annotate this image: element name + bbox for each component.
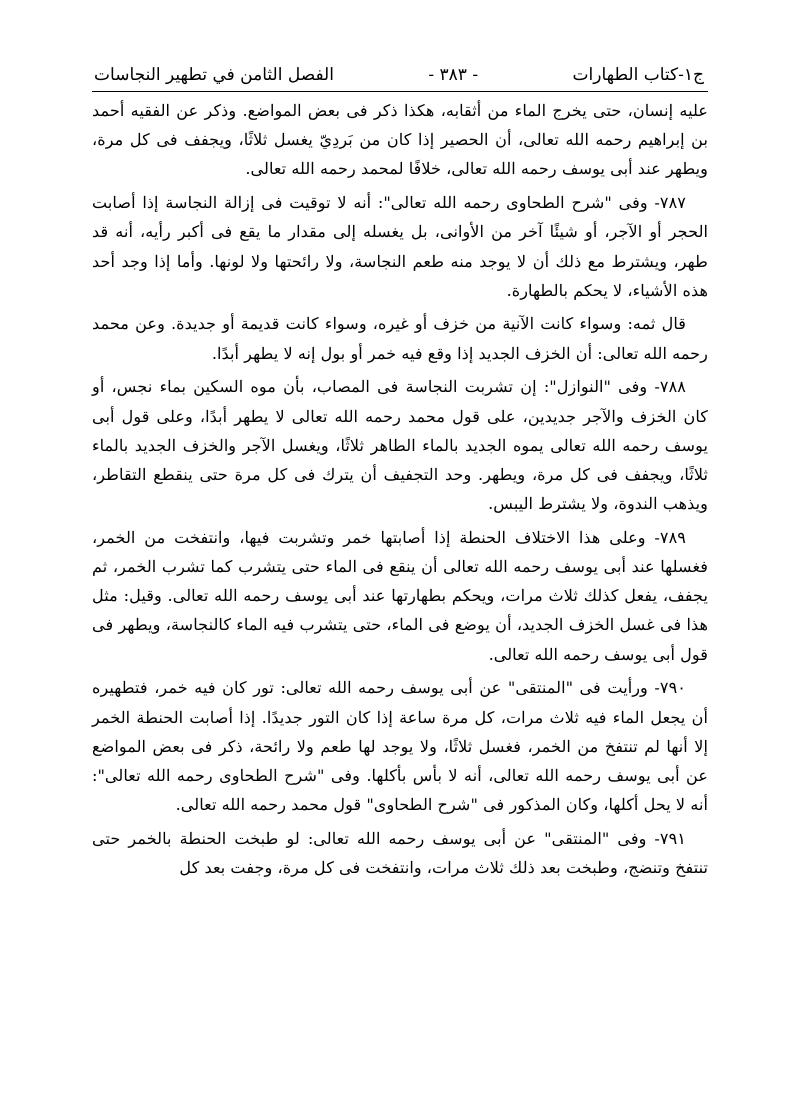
paragraph-790: ٧٩٠- ورأيت فى "المنتقى" عن أبى يوسف رحمه الله تعالى: تور كان فيه خمر، فتطهيره أن يجعل الماء فيه ثلاث مرات، كل مرة ساعة إذا كان التور جديدًا. إذا أصابت الحنطة الخمر إلا أنها لم تنتفخ من الخمر، فغسل ثلاثًا، ولا يوجد لها طعم ولا رائحة، ذكر فى بعض المواضع عن أبى يوسف رحمه الله تعالى، أنه لا بأس بأكلها. وفى "شرح الطحاوى رحمه الله تعالى": أنه لا يحل أكلها، وكان المذكور فى "شرح الطحاوى" قول محمد رحمه الله تعالى. (92, 678, 708, 815)
paragraph-787-note: قال ثمه: وسواء كانت الآنية من خزف أو غيره، وسواء كانت قديمة أو جديدة. وعن محمد رحمه الله تعالى: أن الخزف الجديد إذا وقع فيه خمر أو بول إنه لا يطهر أبدًا. (92, 314, 708, 363)
paragraph-791: ٧٩١- وفى "المنتقى" عن أبى يوسف رحمه الله تعالى: لو طبخت الحنطة بالخمر حتى تنتفخ وتنضج، وطبخت بعد ذلك ثلاث مرات، وانتفخت فى كل مرة، وجفت بعد كل (92, 828, 708, 878)
header-page-number: - ٣٨٣ - (428, 65, 479, 85)
running-header (94, 62, 704, 88)
paragraph-788: ٧٨٨- وفى "النوازل": إن تشربت النجاسة فى المصاب، بأن موه السكين بماء نجس، أو كان الخزف والآجر جديدين، على قول محمد رحمه الله تعالى لا يطهر أبدًا، وعلى قول أبى يوسف رحمه الله تعالى يموه الجديد بالماء الطاهر ثلاثًا، ويغسل الآجر والخزف الجديد بالماء ثلاثًا، ويجفف فى كل مرة، ويطهر. وحد التجفيف أن يترك فى كل مرة حتى ينقطع التقاطر، ويذهب الندوة، ولا يشترط اليبس. (92, 377, 708, 514)
paragraph-continuation: عليه إنسان، حتى يخرج الماء من أثقابه، هكذا ذكر فى بعض المواضع. وذكر عن الفقيه أحمد بن إبراهيم رحمه الله تعالى، أن الحصير إذا كان من بَردِيّ يغسل ثلاثًا، ويجفف فى كل مرة، ويطهر عند أبى يوسف رحمه الله تعالى، خلافًا لمحمد رحمه الله تعالى. (92, 101, 708, 179)
paragraph-787: ٧٨٧- وفى "شرح الطحاوى رحمه الله تعالى": أنه لا توقيت فى إزالة النجاسة إذا أصابت الحجر أو الآجر، أو شيئًا آخر من الأوانى، بل يغسله إلى مقدار ما يقع فى أكبر رأيه، أنه قد طهر، ويشترط مع ذلك أن لا يوجد منه طعم النجاسة، ولا رائحتها ولا لونها. وأما إذا وجد أحد هذه الأشياء، لا يحكم بالطهارة. (92, 193, 708, 300)
header-divider (92, 91, 708, 92)
paragraph-789: ٧٨٩- وعلى هذا الاختلاف الحنطة إذا أصابتها خمر وتشربت فيها، وانتفخت من الخمر، فغسلها عند أبى يوسف رحمه الله تعالى أن ينقع فى الماء حتى يتشرب كما تشرب الخمر، ثم يجفف، يفعل كذلك ثلاث مرات، ويحكم بطهارتها عند أبى يوسف رحمه الله تعالى. وقيل: مثل هذا فى غسل الخزف الجديد، أن يوضع فى الماء، حتى يتشرب فيه الماء كالنجاسة، ويطهر فى قول أبى يوسف رحمه الله تعالى. (92, 527, 708, 664)
header-book-title: ج١-كتاب الطهارات (572, 65, 704, 85)
header-chapter-title: الفصل الثامن في تطهير النجاسات (94, 65, 334, 85)
page-body (92, 96, 708, 887)
